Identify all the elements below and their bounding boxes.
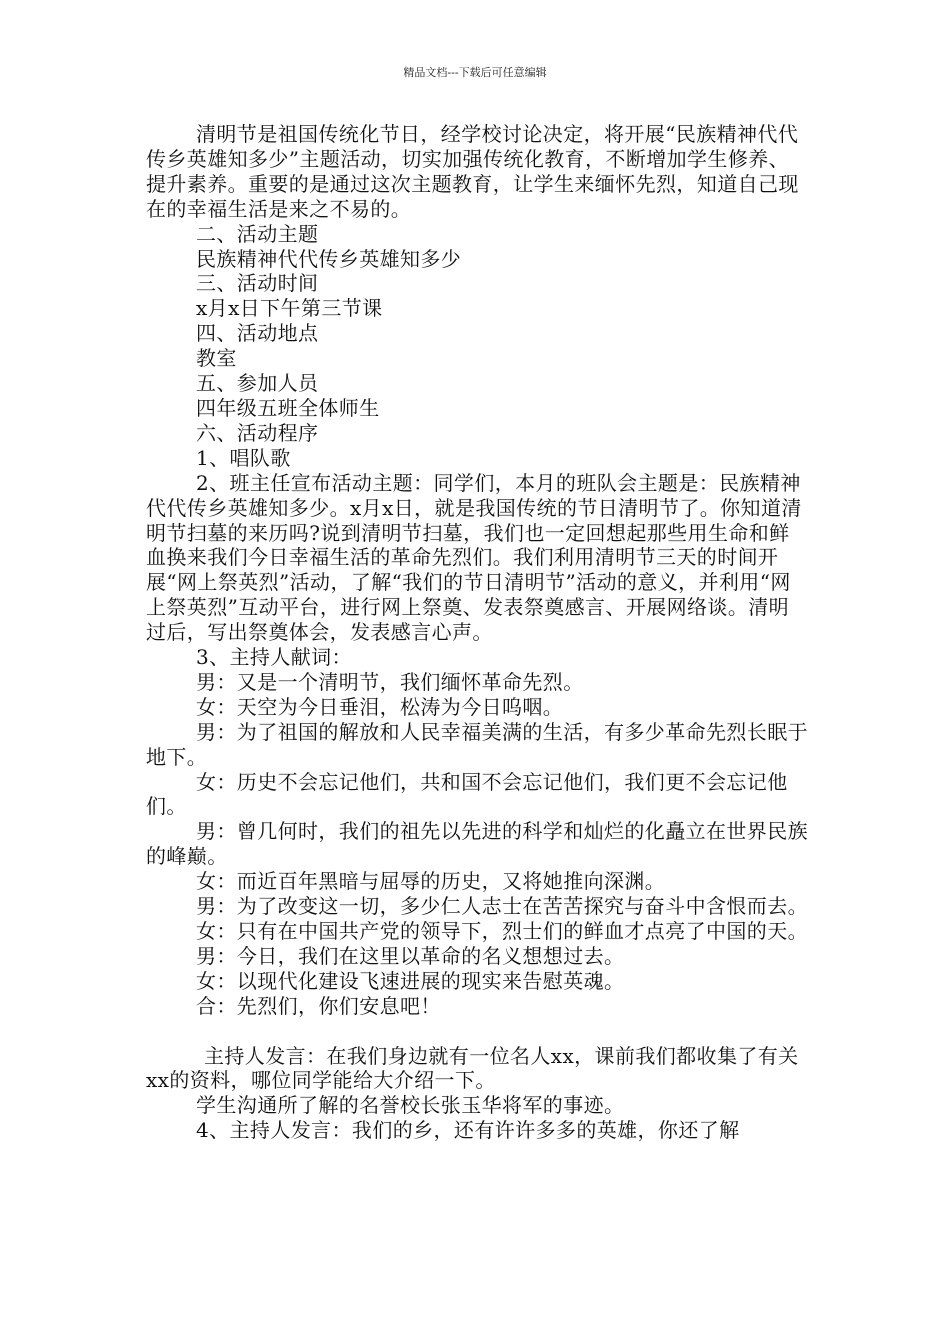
dialogue-line: 合：先烈们，你们安息吧！ (196, 993, 441, 1018)
section-heading-theme: 二、活动主题 (196, 221, 319, 246)
intro-paragraph: 清明节是祖国传统化节日，经学校讨论决定，将开展“民族精神代代传乡英雄知多少”主题活动，切实加强传统化教育，不断增加学生修养、提升素养。重要的是通过这次主题教育，让学生来缅怀先烈，知道自己现在的幸福生活是来之不易的。 (146, 122, 799, 221)
dialogue-line: 男：为了祖国的解放和人民幸福美满的生活，有多少革命先烈长眠于地下。 (146, 719, 808, 769)
time-text: x月x日下午第三节课 (196, 296, 383, 321)
dialogue-line: 女：以现代化建设飞速进展的现实来告慰英魂。 (196, 968, 625, 993)
host-speech: 主持人发言：在我们身边就有一位名人xx，课前我们都收集了有关xx的资料，哪位同学能给大介绍一下。 (146, 1043, 799, 1093)
section-heading-location: 四、活动地点 (196, 321, 319, 346)
dialogue-line: 男：又是一个清明节，我们缅怀革命先烈。 (196, 669, 584, 694)
procedure-step-4: 4、主持人发言：我们的乡，还有许许多多的英雄，你还了解 (196, 1118, 740, 1143)
section-heading-procedure: 六、活动程序 (196, 420, 319, 445)
theme-text: 民族精神代代传乡英雄知多少 (196, 246, 462, 271)
dialogue-line: 女：只有在中国共产党的领导下，烈士们的鲜血才点亮了中国的天。 (196, 919, 808, 943)
procedure-step-1: 1、唱队歌 (196, 445, 291, 470)
dialogue-line: 男：曾几何时，我们的祖先以先进的科学和灿烂的化矗立在世界民族的峰巅。 (146, 819, 808, 869)
section-heading-time: 三、活动时间 (196, 271, 319, 296)
procedure-step-2: 2、班主任宣布活动主题：同学们，本月的班队会主题是：民族精神代代传乡英雄知多少。x月x日，就是我国传统的节日清明节了。你知道清明节扫墓的来历吗?说到清明节扫墓，我们也一定回想起那些用生命和鲜血换来我们今日幸福生活的革命先烈们。我们利用清明节三天的时间开展“网上祭英烈”活动，了解“我们的节日清明节”活动的意义，并利用“网上祭英烈”互动平台，进行网上祭奠、发表祭奠感言、开展网络谈。清明过后，写出祭奠体会，发表感言心声。 (146, 470, 802, 645)
dialogue-line: 女：天空为今日垂泪，松涛为今日呜咽。 (196, 694, 564, 719)
dialogue-line: 男：为了改变这一切，多少仁人志士在苦苦探究与奋斗中含恨而去。 (196, 894, 808, 919)
student-sharing: 学生沟通所了解的名誉校长张玉华将军的事迹。 (196, 1093, 625, 1118)
participants-text: 四年级五班全体师生 (196, 395, 380, 420)
page-header: 精品文档---下载后可任意编辑 (403, 66, 547, 79)
blank-line (146, 1019, 808, 1044)
dialogue-line: 女：而近百年黑暗与屈辱的历史，又将她推向深渊。 (196, 869, 666, 894)
section-heading-participants: 五、参加人员 (196, 371, 319, 396)
dialogue-line: 男：今日，我们在这里以革命的名义想想过去。 (196, 943, 625, 968)
location-text: 教室 (196, 346, 237, 371)
dialogue-line: 女：历史不会忘记他们，共和国不会忘记他们，我们更不会忘记他们。 (146, 769, 788, 819)
procedure-step-3: 3、主持人献词： (196, 645, 352, 670)
document-body (146, 122, 808, 1143)
